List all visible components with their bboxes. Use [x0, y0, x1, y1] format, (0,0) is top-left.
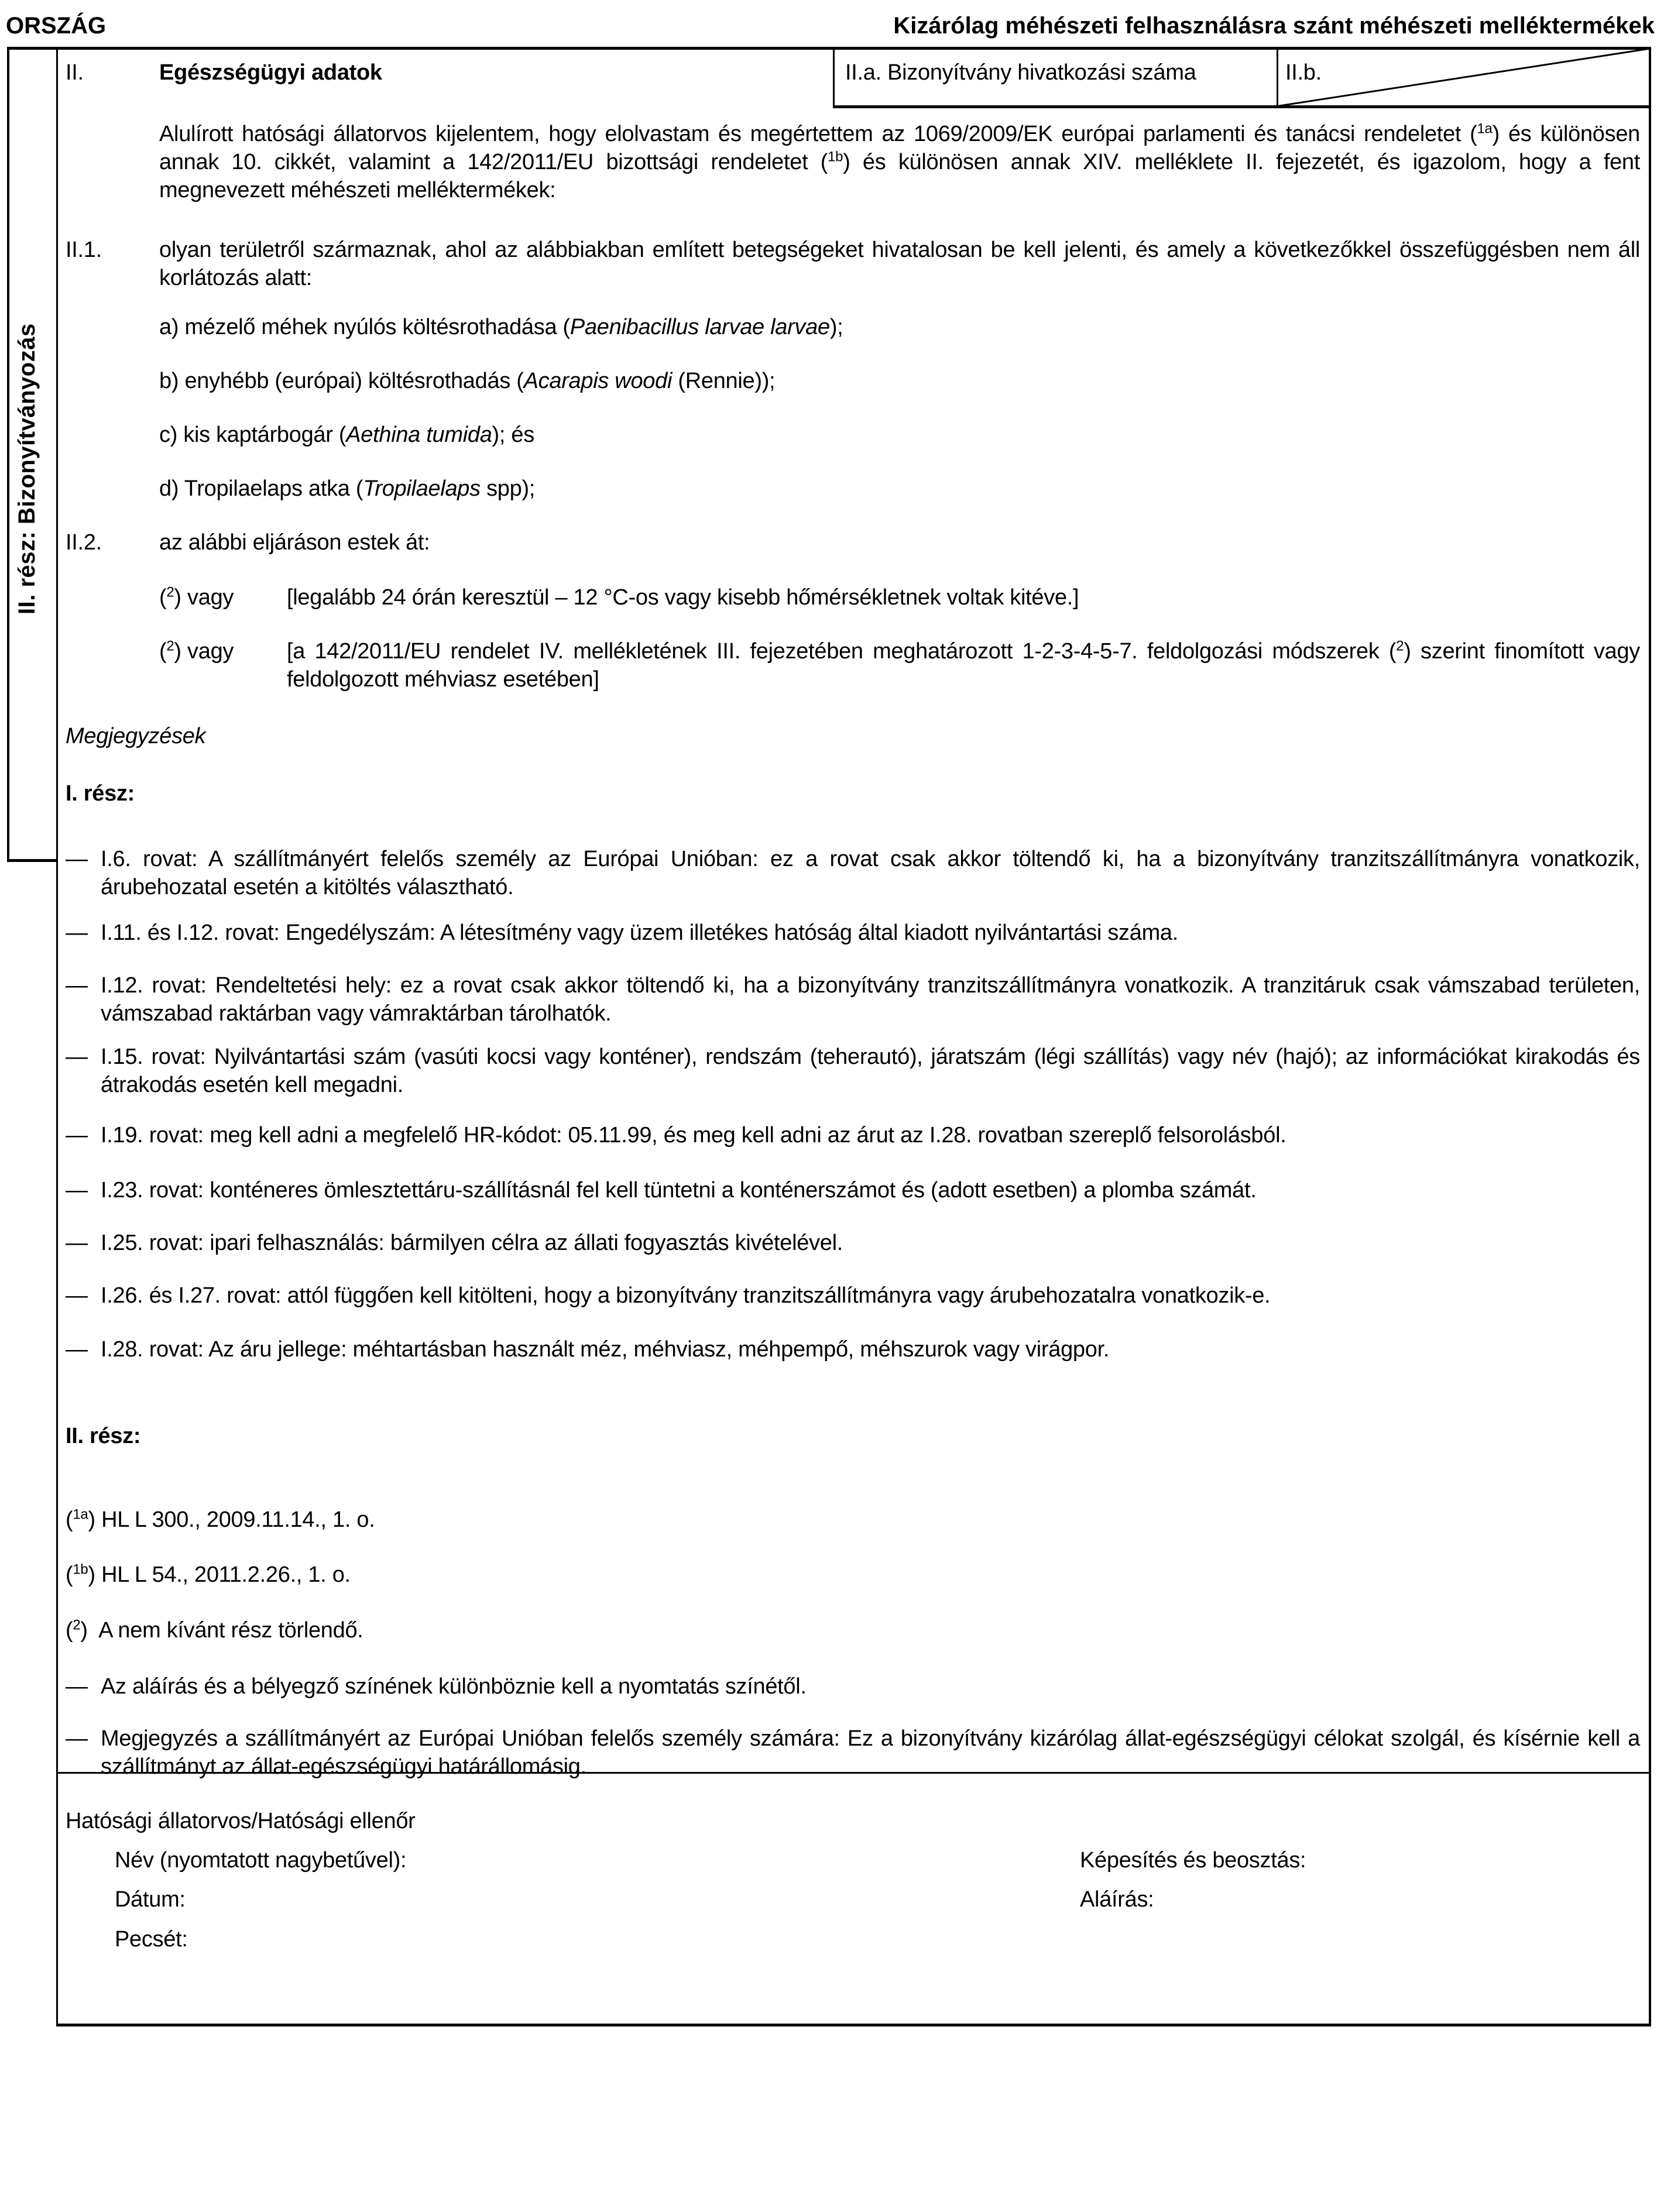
- option-label: vagy: [187, 585, 234, 610]
- sidebar-part-label: II. rész: Bizonyítványozás: [14, 323, 40, 614]
- qualification-field-label: Képesítés és beosztás:: [1080, 1848, 1306, 1873]
- option-text-part: ) szerint finomított vagy feldolgozott méhviasz esetében]: [287, 639, 1640, 692]
- option-text: [287, 637, 1640, 693]
- footnote-ref-1a: 1a: [1477, 121, 1493, 137]
- declaration-text: [159, 120, 1640, 204]
- option-text: [legalább 24 órán keresztül – 12 °C-os vagy kisebb hőmérsékletnek voltak kitéve.]: [287, 585, 1079, 610]
- disease-suffix: spp);: [480, 476, 536, 501]
- disease-item: [159, 421, 534, 449]
- footnote: ($^2$) A nem kívánt rész törlendő.: [66, 1617, 363, 1643]
- declaration-part1: Alulírott hatósági állatorvos kijelentem, hogy elolvastam és megértettem az 1069/2009/EK európai parlamenti és tanácsi rendeletet (: [159, 122, 1477, 146]
- footnote-ref-2: 2: [166, 638, 174, 654]
- footnote-mark: 1a: [73, 1506, 88, 1523]
- name-field-label: Név (nyomtatott nagybetűvel):: [115, 1848, 407, 1873]
- disease-item: [159, 475, 535, 503]
- certificate-reference-field[interactable]: [835, 50, 1275, 104]
- footnote: ($^{1a}$) HL L 300., 2009.11.14., 1. o.: [66, 1506, 375, 1532]
- list-dash: —: [66, 1231, 88, 1255]
- note-item: I.26. és I.27. rovat: attól függően kell kitölteni, hogy a bizonyítvány tranzitszállítmányra vagy árubehozatalra vonatkozik-e.: [101, 1283, 1271, 1308]
- disease-name: a) mézelő méhek nyúlós költésrothadása (: [159, 315, 570, 339]
- footnote: ($^{1b}$) HL L 54., 2011.2.26., 1. o.: [66, 1561, 351, 1587]
- note-item: I.25. rovat: ipari felhasználás: bármilyen célra az állati fogyasztás kivételével.: [101, 1231, 843, 1255]
- sidebar-left-border: [7, 47, 9, 861]
- disease-latin-name: Tropilaelaps: [363, 476, 481, 501]
- disease-latin-name: Acarapis woodi: [523, 369, 673, 393]
- note-item: Az aláírás és a bélyegző színének különböznie kell a nyomtatás színétől.: [101, 1674, 807, 1699]
- disease-item: [159, 313, 843, 341]
- list-dash: —: [66, 1283, 88, 1308]
- footnote-ref-2: 2: [166, 584, 174, 600]
- disease-latin-name: Aethina tumida: [346, 423, 492, 447]
- list-dash: —: [66, 1178, 88, 1203]
- clause-text: az alábbi eljáráson estek át:: [159, 530, 430, 555]
- date-field-label: Dátum:: [115, 1887, 186, 1912]
- list-dash: —: [66, 1726, 88, 1751]
- section-title: Egészségügyi adatok: [159, 60, 382, 85]
- notes-heading: Megjegyzések: [66, 724, 206, 748]
- section-number: II.: [66, 60, 84, 85]
- disease-suffix: ); és: [492, 423, 534, 447]
- footnote-mark: 1b: [73, 1561, 88, 1578]
- note-item: I.15. rovat: Nyilvántartási szám (vasúti kocsi vagy konténer), rendszám (teherautó), járatszám (légi szállítás) vagy név (hajó); az információkat kirakodás és átrakodás esetén kell megadni.: [101, 1045, 1640, 1097]
- note-item: I.19. rovat: meg kell adni a megfelelő HR-kódot: 05.11.99, és meg kell adni az árut az I.28. rovatban szereplő felsorolásból.: [101, 1123, 1286, 1148]
- list-dash: —: [66, 973, 88, 998]
- note-item: I.6. rovat: A szállítmányért felelős személy az Európai Unióban: ez a rovat csak akkor töltendő ki, ha a bizonyítvány tranzitszállítmányra vonatkozik, árubehozatal esetén a kitöltés választható.: [101, 847, 1640, 899]
- footnote-ref-1b: 1b: [828, 149, 843, 165]
- disease-suffix: (Rennie));: [672, 369, 776, 393]
- frame-bottom-border: [56, 2024, 1651, 2026]
- list-dash: —: [66, 1337, 88, 1362]
- document-title: Kizárólag méhészeti felhasználásra szánt méhészeti melléktermékek: [893, 13, 1655, 39]
- list-dash: —: [66, 847, 88, 871]
- notes-part1-heading: I. rész:: [66, 781, 135, 806]
- declaration-part2: ) és különösen annak 10. cikkét, valamint a 142/2011/EU bizottsági rendeletet (: [159, 122, 1640, 174]
- signature-heading: Hatósági állatorvos/Hatósági ellenőr: [66, 1809, 416, 1833]
- certificate-reference-label: II.a. Bizonyítvány hivatkozási száma: [845, 60, 1196, 85]
- note-item: Megjegyzés a szállítmányért az Európai Unióban felelős személy számára: Ez a bizonyítvány kizárólag állat-egészségügyi célokat szolgál, és kísérnie kell a szállítmányt az állat-egészségügyi határállomásig.: [101, 1726, 1640, 1779]
- option-marker[interactable]: ($^2$) vagy: [159, 638, 234, 664]
- disease-name: c) kis kaptárbogár (: [159, 423, 346, 447]
- option-marker[interactable]: ($^2$) vagy: [159, 584, 234, 610]
- note-item: I.12. rovat: Rendeltetési hely: ez a rovat csak akkor töltendő ki, ha a bizonyítvány tranzitszállítmányra vonatkozik. A tranzitáruk csak vámszabad területen, vámszabad raktárban vagy vámraktárban tárolhatók.: [101, 973, 1640, 1026]
- clause-text: olyan területről származnak, ahol az alábbiakban említett betegségeket hivatalosan be kell jelenti, és amely a következőkkel összefüggésben nem áll korlátozás alatt:: [159, 238, 1640, 290]
- list-dash: —: [66, 920, 88, 945]
- note-item: I.23. rovat: konténeres ömlesztettáru-szállításnál fel kell tüntetni a konténerszámot és (adott esetben) a plomba számát.: [101, 1178, 1257, 1203]
- country-label: ORSZÁG: [6, 13, 107, 39]
- sidebar-bottom-border: [7, 859, 57, 862]
- list-dash: —: [66, 1674, 88, 1699]
- footnote-text: A nem kívánt rész törlendő.: [98, 1618, 363, 1643]
- note-item: I.11. és I.12. rovat: Engedélyszám: A létesítmény vagy üzem illetékes hatóság által kiadott nyilvántartási száma.: [101, 920, 1179, 945]
- clause-number: II.2.: [66, 530, 102, 555]
- footnote-text: HL L 300., 2009.11.14., 1. o.: [101, 1507, 375, 1532]
- disease-item: [159, 367, 775, 395]
- main-left-border: [56, 47, 58, 2026]
- footnote-text: HL L 54., 2011.2.26., 1. o.: [101, 1562, 351, 1587]
- option-text-part: [a 142/2011/EU rendelet IV. mellékletének III. fejezetében meghatározott 1-2-3-4-5-7. feldolgozási módszerek (: [287, 639, 1397, 664]
- disease-suffix: );: [829, 315, 843, 339]
- notes-part2-heading: II. rész:: [66, 1424, 141, 1448]
- disease-name: d) Tropilaelaps atka (: [159, 476, 363, 501]
- option-label: vagy: [187, 639, 234, 664]
- list-dash: —: [66, 1045, 88, 1069]
- certificate-reference-b-label: II.b.: [1285, 60, 1322, 85]
- declaration-part3: ) és különösen annak XIV. melléklete II. fejezetét, és igazolom, hogy a fent megnevezett méhészeti melléktermékek:: [159, 150, 1640, 202]
- note-item: I.28. rovat: Az áru jellege: méhtartásban használt méz, méhviasz, méhpempő, méhszurok vagy virágpor.: [101, 1337, 1110, 1362]
- main-right-border: [1649, 47, 1651, 2026]
- disease-name: b) enyhébb (európai) költésrothadás (: [159, 369, 524, 393]
- ref-b-strike-diagonal: [1278, 48, 1651, 107]
- stamp-field-label: Pecsét:: [115, 1927, 188, 1952]
- signature-field-label: Aláírás:: [1080, 1887, 1154, 1912]
- clause-number: II.1.: [66, 238, 102, 262]
- footnote-ref-2: 2: [1396, 638, 1404, 654]
- footnote-mark: 2: [73, 1617, 81, 1633]
- list-dash: —: [66, 1123, 88, 1148]
- disease-latin-name: Paenibacillus larvae larvae: [569, 315, 830, 339]
